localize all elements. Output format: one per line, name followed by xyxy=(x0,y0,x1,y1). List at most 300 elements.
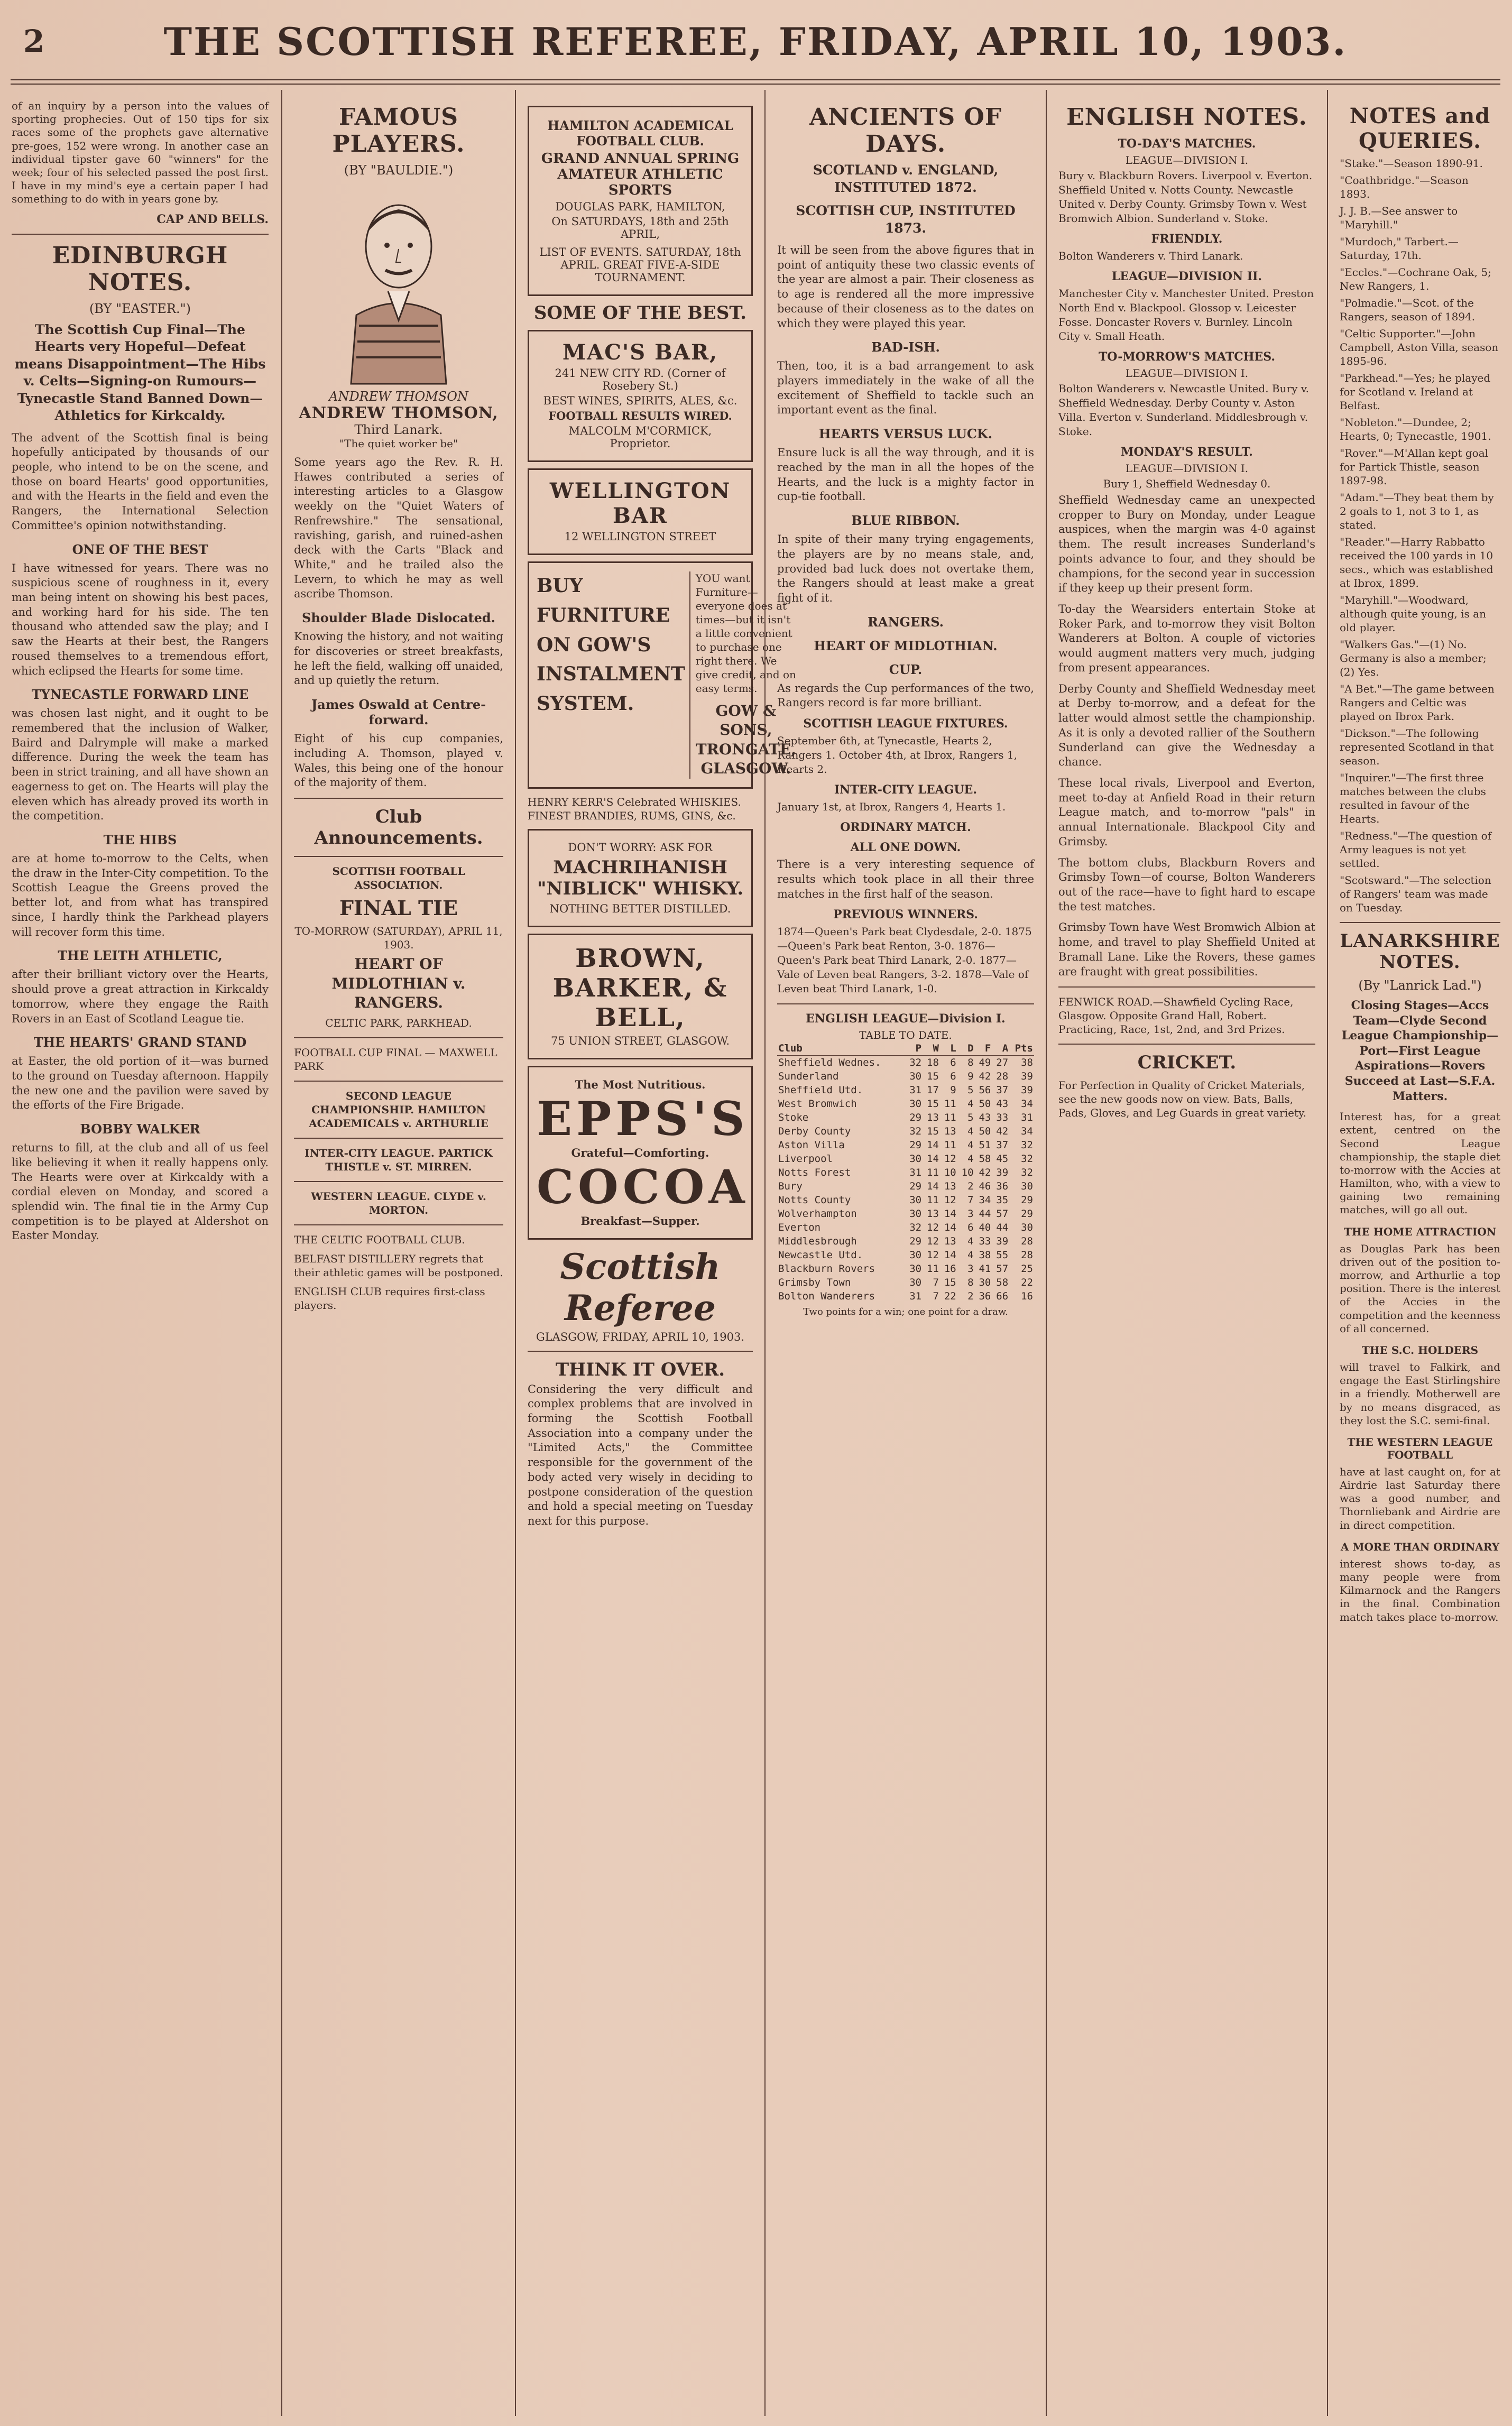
table-cell: 33 xyxy=(996,1112,1009,1124)
sfa-teams: HEART OF MIDLOTHIAN v. RANGERS. xyxy=(331,955,466,1012)
table-cell: 14 xyxy=(944,1208,956,1220)
famous-players-byline: (BY "BAULDIE.") xyxy=(344,163,454,178)
gow-left-text: BUY FURNITURE ON GOW'S INSTALMENT SYSTEM. xyxy=(537,571,690,779)
table-row xyxy=(777,1234,1034,1248)
ancients-section-2: HEARTS VERSUS LUCK. xyxy=(818,426,993,442)
table-cell: 30 xyxy=(909,1208,922,1220)
ancients-section-5: HEART OF MIDLOTHIAN. xyxy=(814,638,998,653)
list-item: "Coathbridge."—Season 1893. xyxy=(1340,174,1469,200)
table-cell: 37 xyxy=(996,1139,1009,1151)
announcement-4: INTER-CITY LEAGUE. PARTICK THISTLE v. ST. MIRREN. xyxy=(305,1146,493,1173)
table-row xyxy=(777,1221,1034,1234)
table-cell: Grimsby Town xyxy=(778,1277,851,1289)
hamilton-list: LIST OF EVENTS. SATURDAY, 18th APRIL. GREAT FIVE-A-SIDE TOURNAMENT. xyxy=(539,246,741,284)
sfa-event: FINAL TIE xyxy=(339,896,458,920)
table-row xyxy=(777,1179,1034,1193)
edinburgh-subhead: The Scottish Cup Final—The Hearts very Hopeful—Defeat means Disappointment—The Hibs v. Celts—Signing-on Rumours—Tynecastle Stand Banned Down—Athletics for Kirkcaldy. xyxy=(14,321,266,423)
table-cell: 22 xyxy=(1021,1277,1033,1289)
table-cell: 8 xyxy=(967,1057,974,1069)
table-cell: 14 xyxy=(944,1222,956,1234)
table-cell: 37 xyxy=(996,1084,1009,1096)
previous-winners-heading: PREVIOUS WINNERS. xyxy=(833,908,978,922)
edinburgh-byline: (BY "EASTER.") xyxy=(89,301,191,316)
table-cell: 39 xyxy=(996,1235,1009,1248)
table-cell: 32 xyxy=(1021,1153,1033,1165)
sfa-title: SCOTTISH FOOTBALL ASSOCIATION. xyxy=(332,864,465,891)
friendly-match: Bolton Wanderers v. Third Lanark. xyxy=(1058,250,1243,262)
english-para-5: The bottom clubs, Blackburn Rovers and Grimsby Town—of course, Bolton Wanderers out of the race—have to fight hard to escape the test matches. xyxy=(1058,856,1315,913)
table-row xyxy=(777,1083,1034,1097)
list-item: "Rover."—M'Allan kept goal for Partick Thistle, season 1897-98. xyxy=(1340,447,1489,487)
list-item: "Reader."—Harry Rabbatto received the 100 yards in 10 secs., which was established at Ibrox, 1899. xyxy=(1340,536,1493,589)
bbb-title: BROWN, BARKER, & BELL, xyxy=(552,943,728,1032)
table-cell: 30 xyxy=(909,1098,922,1110)
table-cell: 15 xyxy=(927,1071,939,1083)
club-announcements-heading: Club Announcements. xyxy=(314,806,483,848)
table-cell: 32 xyxy=(909,1222,922,1234)
lanarkshire-subhead: Closing Stages—Accs Team—Clyde Second League Championship—Port—First League Aspirations—Rovers Succeed at Last—S.F.A. Matters. xyxy=(1341,999,1499,1103)
all-one-down-heading: ALL ONE DOWN. xyxy=(850,841,961,855)
table-cell: 4 xyxy=(967,1153,974,1165)
hamilton-event: GRAND ANNUAL SPRING AMATEUR ATHLETIC SPORTS xyxy=(541,151,740,198)
list-item: "Murdoch," Tarbert.—Saturday, 17th. xyxy=(1340,235,1459,262)
ancients-para-1: It will be seen from the above figures that in point of antiquity these two classic events of the year are almost a pair. Their closeness as to age is rendered all the more impressive because of their closeness as to the dates on which they were played this year. xyxy=(777,244,1034,330)
lanarkshire-section-2: THE S.C. HOLDERS xyxy=(1361,1343,1479,1357)
kerr-whisky-ad: HENRY KERR'S Celebrated WHISKIES. FINEST BRANDIES, RUMS, GINS, &c. xyxy=(528,795,741,822)
table-row xyxy=(777,1069,1034,1083)
cricket-ad: For Perfection in Quality of Cricket Materials, see the new goods now on view. Bats, Balls, Pads, Gloves, and Leg Guards in great variety. xyxy=(1058,1079,1307,1120)
divider xyxy=(1340,922,1500,923)
league-table xyxy=(777,1041,1034,1303)
league-table-note: Two points for a win; one point for a draw. xyxy=(803,1306,1008,1318)
table-cell: 14 xyxy=(927,1180,939,1193)
ancients-sub-2: SCOTTISH CUP, INSTITUTED 1873. xyxy=(796,203,1016,236)
table-cell: 42 xyxy=(996,1126,1009,1138)
table-cell: 50 xyxy=(979,1098,991,1110)
lanarkshire-para-4: have at last caught on, for at Airdrie last Saturday there was a good number, and Thornliebank and Airdrie are in direct competition. xyxy=(1340,1465,1500,1532)
mondays-result-sub: LEAGUE—DIVISION I. xyxy=(1125,462,1249,475)
table-cell: 3 xyxy=(967,1263,974,1275)
table-cell: 18 xyxy=(927,1057,939,1069)
divider xyxy=(294,1224,503,1225)
divider xyxy=(294,798,503,799)
list-item: "Celtic Supporter."—John Campbell, Aston Villa, season 1895-96. xyxy=(1340,327,1499,367)
league-fixtures-heading: SCOTTISH LEAGUE FIXTURES. xyxy=(803,717,1008,731)
table-row xyxy=(777,1056,1034,1070)
column-2 xyxy=(281,90,515,2416)
table-cell: 12 xyxy=(944,1153,956,1165)
hamilton-club: HAMILTON ACADEMICAL FOOTBALL CLUB. xyxy=(547,118,733,149)
table-cell: 12 xyxy=(944,1194,956,1206)
mondays-result-heading: MONDAY'S RESULT. xyxy=(1121,445,1253,459)
table-cell: 32 xyxy=(909,1126,922,1138)
player-portrait xyxy=(319,183,478,384)
table-cell: 30 xyxy=(909,1277,922,1289)
edinburgh-section-5: THE HEARTS' GRAND STAND xyxy=(33,1035,247,1050)
table-cell: 29 xyxy=(1021,1194,1033,1206)
table-cell: Aston Villa xyxy=(778,1139,845,1151)
list-item: "Walkers Gas."—(1) No. Germany is also a member; (2) Yes. xyxy=(1340,638,1487,678)
player-club: Third Lanark. xyxy=(354,422,443,437)
table-cell: 11 xyxy=(927,1167,939,1179)
table-cell: 35 xyxy=(996,1194,1009,1206)
ancients-heading: ANCIENTS OF DAYS. xyxy=(809,104,1002,158)
hamilton-sports-ad xyxy=(528,106,753,296)
portrait-signature: ANDREW THOMSON xyxy=(329,389,468,404)
intro-text: of an inquiry by a person into the values of sporting prophecies. Out of 150 tips for six races some of the prophets gave alternative pre-goes, 152 were wrong. In another case an individual tipster gave 60 "winners" for the week; four of his selected passed the post first. I have in my mind's eye a certain paper I had something to do with in years gone by. xyxy=(12,99,269,206)
table-cell: 16 xyxy=(1021,1290,1033,1303)
edinburgh-para-4: are at home to-morrow to the Celts, when the draw in the Inter-City competition. To the Scottish League the Greens proved the better lot, and from what has transpired since, I hardly think the Parkhead players will recover form this time. xyxy=(12,852,269,938)
table-cell: Middlesbrough xyxy=(778,1235,857,1248)
player-section-2: James Oswald at Centre-forward. xyxy=(311,697,486,728)
table-cell: 6 xyxy=(950,1057,956,1069)
divider xyxy=(528,1351,753,1352)
divider xyxy=(1058,1044,1315,1045)
ancients-section-4: RANGERS. xyxy=(867,614,944,630)
list-item: "Stake."—Season 1890-91. xyxy=(1340,157,1483,170)
player-section-1: Shoulder Blade Dislocated. xyxy=(302,610,495,626)
edinburgh-section-6: BOBBY WALKER xyxy=(80,1121,200,1137)
ancients-para-5: As regards the Cup performances of the two, Rangers record is far more brilliant. xyxy=(777,681,1034,709)
lanarkshire-heading: LANARKSHIRE NOTES. xyxy=(1340,930,1500,973)
english-para-2: To-day the Wearsiders entertain Stoke at Roker Park, and to-morrow they visit Bolton Wanderers at Bolton. A couple of victories would augment matters very much, judging from present appearances. xyxy=(1058,603,1315,674)
english-para-6: Grimsby Town have West Bromwich Albion at home, and travel to play Sheffield United at Bramall Lane. Like the Rovers, these games are fraught with great possibilities. xyxy=(1058,921,1315,978)
edinburgh-para-5: after their brilliant victory over the Hearts, should prove a great attraction in Kirkcaldy tomorrow, where they engage the Raith Rovers in an East of Scotland League tie. xyxy=(12,968,269,1025)
table-cell: 57 xyxy=(996,1263,1009,1275)
table-cell: West Bromwich xyxy=(778,1098,857,1110)
table-cell: 11 xyxy=(927,1194,939,1206)
list-item: J. J. B.—See answer to "Maryhill." xyxy=(1340,205,1458,231)
table-cell: 31 xyxy=(909,1084,922,1096)
table-row xyxy=(777,1124,1034,1138)
table-cell: Sheffield Wednes. xyxy=(778,1057,881,1069)
sfa-venue: CELTIC PARK, PARKHEAD. xyxy=(325,1016,472,1029)
newspaper-title: THE SCOTTISH REFEREE, FRIDAY, APRIL 10, 1903. xyxy=(163,19,1348,64)
divider xyxy=(294,1081,503,1082)
announcement-6: THE CELTIC FOOTBALL CLUB. xyxy=(294,1233,465,1246)
table-cell: 66 xyxy=(996,1290,1009,1303)
table-cell: 34 xyxy=(979,1194,991,1206)
macs-bar-line-1: BEST WINES, SPIRITS, ALES, &c. xyxy=(543,394,737,407)
player-motto: "The quiet worker be" xyxy=(339,437,458,450)
edinburgh-section-1: ONE OF THE BEST xyxy=(72,541,208,557)
table-cell: Notts County xyxy=(778,1194,851,1206)
table-cell: 34 xyxy=(1021,1098,1033,1110)
table-cell: 50 xyxy=(979,1126,991,1138)
table-cell: 14 xyxy=(927,1139,939,1151)
table-cell: 36 xyxy=(996,1180,1009,1193)
table-cell: 42 xyxy=(979,1167,991,1179)
player-para-2: Knowing the history, and not waiting for discoveries or street breakfasts, he left the field, walking off unaided, and up quietly the return. xyxy=(294,630,503,687)
masthead xyxy=(0,0,1511,85)
league-table-title: ENGLISH LEAGUE—Division I. xyxy=(806,1012,1006,1026)
wellington-address: 12 WELLINGTON STREET xyxy=(564,530,716,543)
page-number: 2 xyxy=(23,23,45,59)
league-header-cell: Pts xyxy=(1009,1041,1034,1056)
table-cell: 29 xyxy=(909,1235,922,1248)
divider xyxy=(294,856,503,857)
table-row xyxy=(777,1248,1034,1262)
edinburgh-para-7: returns to fill, at the club and all of us feel like believing it when it really happens only. The Hearts were over at Kirkcaldy with a cordial eleven on Monday, and scored a splendid win. The final tie in the Army Cup competition is to be played at Aldershot on Easter Monday. xyxy=(12,1141,269,1242)
table-cell: 17 xyxy=(927,1084,939,1096)
table-cell: 33 xyxy=(979,1235,991,1248)
hamilton-place: DOUGLAS PARK, HAMILTON, xyxy=(555,200,725,213)
table-cell: 39 xyxy=(1021,1071,1033,1083)
portrait-illustration xyxy=(319,183,478,384)
table-cell: 30 xyxy=(909,1194,922,1206)
league-table-header xyxy=(777,1041,1034,1056)
lanarkshire-para-2: as Douglas Park has been driven out of the position to-morrow, and Arthurlie a top position. There is the interest of the Accies in the competition and the keenness of all concerned. xyxy=(1340,1242,1500,1335)
table-cell: 13 xyxy=(927,1208,939,1220)
table-cell: 43 xyxy=(979,1112,991,1124)
ancients-section-3: BLUE RIBBON. xyxy=(851,513,960,529)
league-table-body xyxy=(777,1056,1034,1304)
table-cell: 39 xyxy=(996,1167,1009,1179)
notes-queries-heading: NOTES and QUERIES. xyxy=(1349,104,1491,153)
scottish-referee-logo: Scottish Referee xyxy=(560,1246,721,1329)
divider xyxy=(1058,986,1315,988)
league-header-cell: L xyxy=(940,1041,957,1056)
think-it-over-para: Considering the very difficult and complex problems that are involved in forming the Scottish Football Association into a company under the "Limited Acts," the Committee responsible for the government of the body acted very wisely in deciding to postpone consideration of the question and hold a special meeting on Tuesday next for this purpose. xyxy=(528,1382,753,1528)
table-cell: 13 xyxy=(944,1180,956,1193)
table-cell: 43 xyxy=(996,1098,1009,1110)
table-cell: 22 xyxy=(944,1290,956,1303)
table-cell: 32 xyxy=(909,1057,922,1069)
table-row xyxy=(777,1097,1034,1111)
ancients-section-6: CUP. xyxy=(889,661,923,677)
lanarkshire-para-1: Interest has, for a great extent, centred on the Second League championship, the staple diet to-morrow with the Accies at Hamilton, who, with a view to gaining two remaining matches, will go all out. xyxy=(1340,1110,1500,1216)
table-cell: Derby County xyxy=(778,1126,851,1138)
wellington-bar-ad xyxy=(528,468,753,555)
epps-top: The Most Nutritious. xyxy=(575,1077,706,1091)
table-cell: 11 xyxy=(944,1112,956,1124)
list-item: "Inquirer."—The first three matches between the clubs resulted in favour of the Hearts. xyxy=(1340,771,1486,825)
league-table-subtitle: TABLE TO DATE. xyxy=(859,1029,952,1042)
sfa-final-announcement xyxy=(294,864,503,1030)
table-cell: 4 xyxy=(967,1139,974,1151)
masthead-rule xyxy=(11,79,1500,85)
gow-right-text: YOU want Furniture—everyone does at times—but it isn't a little convenient to purchase one right there. We give credit, and on easy terms. xyxy=(695,572,796,695)
some-of-the-best-heading: SOME OF THE BEST. xyxy=(533,302,747,324)
lanarkshire-section-1: THE HOME ATTRACTION xyxy=(1343,1225,1497,1238)
table-cell: 58 xyxy=(979,1153,991,1165)
table-cell: 32 xyxy=(1021,1139,1033,1151)
list-item: "Adam."—They beat them by 2 goals to 1, not 3 to 1, as stated. xyxy=(1340,491,1494,531)
list-item: "Polmadie."—Scot. of the Rangers, season of 1894. xyxy=(1340,297,1476,323)
table-cell: Newcastle Utd. xyxy=(778,1249,863,1261)
table-cell: 28 xyxy=(1021,1235,1033,1248)
english-para-1: Sheffield Wednesday came an unexpected cropper to Bury on Monday, under League auspices, when the margin was 4-0 against them. The result increases Sunderland's points advance to four, and they should be champions, for the second year in succession if they keep up their present form. xyxy=(1058,494,1315,595)
divider xyxy=(294,1037,503,1038)
table-cell: 7 xyxy=(967,1194,974,1206)
think-it-over-heading: THINK IT OVER. xyxy=(555,1359,725,1380)
list-item: "Eccles."—Cochrane Oak, 5; New Rangers, 1. xyxy=(1340,266,1491,292)
league-header-cell: P xyxy=(905,1041,923,1056)
table-cell: 8 xyxy=(967,1277,974,1289)
table-cell: 4 xyxy=(967,1098,974,1110)
table-cell: Notts Forest xyxy=(778,1167,851,1179)
intercity-heading: INTER-CITY LEAGUE. xyxy=(834,783,978,797)
table-cell: 12 xyxy=(927,1222,939,1234)
lanarkshire-para-3: will travel to Falkirk, and engage the East Stirlingshire in a friendly. Motherwell are by no means disgraced, as they lost the S.C. semi-final. xyxy=(1340,1360,1500,1427)
previous-winners: 1874—Queen's Park beat Clydesdale, 2-0. 1875—Queen's Park beat Renton, 3-0. 1876—Queen's Park beat Third Lanark, 2-0. 1877—Vale of Leven beat Rangers, 3-2. 1878—Vale of Leven beat Third Lanark, 1-0. xyxy=(777,925,1032,995)
table-cell: 38 xyxy=(1021,1057,1033,1069)
tomorrows-matches-heading: TO-MORROW'S MATCHES. xyxy=(1098,350,1276,364)
gow-firm: GOW & SONS, TRONGATE, GLASGOW. xyxy=(695,702,796,778)
table-cell: 10 xyxy=(944,1167,956,1179)
table-cell: 32 xyxy=(1021,1167,1033,1179)
table-cell: 58 xyxy=(996,1277,1009,1289)
table-cell: 38 xyxy=(979,1249,991,1261)
table-cell: 15 xyxy=(927,1126,939,1138)
macs-bar-ad xyxy=(528,330,753,462)
player-para-1: Some years ago the Rev. R. H. Hawes contributed a series of interesting articles to a Glasgow weekly on the "Quiet Waters of Renfrewshire." The sensational, ravishing, garish, and ruined-ashen deck with the Carts "Black and White," and he trailed also the Levern, to which he may as well ascribe Thomson. xyxy=(294,456,503,601)
table-cell: 13 xyxy=(927,1112,939,1124)
ancients-para-2: Then, too, it is a bad arrangement to ask players immediately in the wake of all the excitement of Sheffield to tackle such an important event as the final. xyxy=(777,359,1034,417)
table-cell: 31 xyxy=(909,1167,922,1179)
column-4 xyxy=(764,90,1046,2416)
table-cell: 13 xyxy=(944,1235,956,1248)
ancients-para-6: There is a very interesting sequence of results which took place in all their three matches in the first half of the season. xyxy=(777,858,1034,900)
announcement-5: WESTERN LEAGUE. CLYDE v. MORTON. xyxy=(311,1189,486,1216)
edinburgh-para-1: The advent of the Scottish final is being hopefully anticipated by thousands of our people, who intend to be on the scene, and those on board Hearts' good opportunities, and with the Hearts in the field and even the Rangers, the International Selection Committee's opinion notwithstanding. xyxy=(12,431,269,532)
table-row xyxy=(777,1262,1034,1276)
table-cell: 29 xyxy=(909,1112,922,1124)
table-cell: 31 xyxy=(1021,1112,1033,1124)
table-cell: 13 xyxy=(944,1126,956,1138)
bbb-address: 75 UNION STREET, GLASGOW. xyxy=(550,1034,730,1047)
macs-bar-address: 241 NEW CITY RD. (Corner of Rosebery St.) xyxy=(555,367,726,392)
table-cell: 30 xyxy=(1021,1180,1033,1193)
table-cell: 11 xyxy=(944,1139,956,1151)
table-cell: 39 xyxy=(1021,1084,1033,1096)
table-cell: 30 xyxy=(979,1277,991,1289)
column-5 xyxy=(1046,90,1327,2416)
table-cell: 6 xyxy=(967,1222,974,1234)
table-cell: 4 xyxy=(967,1235,974,1248)
table-cell: 2 xyxy=(967,1290,974,1303)
intercity-fixture: January 1st, at Ibrox, Rangers 4, Hearts 1. xyxy=(777,800,1006,814)
table-row xyxy=(777,1207,1034,1221)
niblick-brand: MACHRIHANISH "NIBLICK" WHISKY. xyxy=(537,856,744,899)
table-cell: Stoke xyxy=(778,1112,809,1124)
table-cell: Liverpool xyxy=(778,1153,833,1165)
cricket-heading: CRICKET. xyxy=(1137,1052,1237,1074)
english-para-3: Derby County and Sheffield Wednesday meet at Derby to-morrow, and a defeat for the latter would almost settle the championship. As it is only a devoted rallier of the Southern Sunderland can give the Wednesday a chance. xyxy=(1058,682,1315,769)
table-cell: Bolton Wanderers xyxy=(778,1290,875,1303)
table-cell: 34 xyxy=(1021,1126,1033,1138)
table-cell: Wolverhampton xyxy=(778,1208,857,1220)
table-cell: 11 xyxy=(927,1263,939,1275)
table-cell: 30 xyxy=(1021,1222,1033,1234)
player-para-3: Eight of his cup companies, including A. Thomson, played v. Wales, this being one of the honour of the majority of them. xyxy=(294,732,503,789)
divider xyxy=(777,1003,1034,1004)
table-cell: 11 xyxy=(944,1098,956,1110)
epps-product: COCOA xyxy=(537,1159,749,1214)
announcement-8: ENGLISH CLUB requires first-class players. xyxy=(294,1285,485,1312)
table-row xyxy=(777,1111,1034,1124)
table-cell: 49 xyxy=(979,1057,991,1069)
table-cell: 9 xyxy=(967,1071,974,1083)
hamilton-date: On SATURDAYS, 18th and 25th APRIL, xyxy=(551,215,729,241)
table-cell: 9 xyxy=(950,1084,956,1096)
epps-name: EPPS'S xyxy=(537,1091,749,1146)
tomorrows-matches-sub: LEAGUE—DIVISION I. xyxy=(1125,367,1249,380)
table-cell: 6 xyxy=(950,1071,956,1083)
table-cell: 14 xyxy=(927,1153,939,1165)
lanarkshire-section-4: A MORE THAN ORDINARY xyxy=(1340,1540,1500,1553)
league-header-cell: D xyxy=(957,1041,975,1056)
column-6 xyxy=(1327,90,1512,2416)
table-cell: 12 xyxy=(927,1249,939,1261)
table-cell: 55 xyxy=(996,1249,1009,1261)
announcement-3: SECOND LEAGUE CHAMPIONSHIP. HAMILTON ACADEMICALS v. ARTHURLIE xyxy=(309,1089,488,1130)
gow-furniture-ad xyxy=(528,561,796,789)
niblick-whisky-ad xyxy=(528,829,753,927)
league-header-cell: F xyxy=(975,1041,992,1056)
divider xyxy=(294,1181,503,1182)
cycle-race-ad: FENWICK ROAD.—Shawfield Cycling Race, Glasgow. Opposite Grand Hall, Robert. Practicing, Race, 1st, 2nd, and 3rd Prizes. xyxy=(1058,995,1294,1036)
table-row xyxy=(777,1138,1034,1152)
table-cell: 15 xyxy=(944,1277,956,1289)
table-cell: 10 xyxy=(961,1167,974,1179)
table-cell: 44 xyxy=(979,1208,991,1220)
lanarkshire-para-5: interest shows to-day, as many people were from Kilmarnock and the Rangers in the final. Combination match takes place to-morrow. xyxy=(1340,1557,1500,1624)
announcement-2: FOOTBALL CUP FINAL — MAXWELL PARK xyxy=(294,1046,497,1073)
list-item: "Scotsward."—The selection of Rangers' team was made on Tuesday. xyxy=(1340,874,1491,914)
table-cell: Bury xyxy=(778,1180,803,1193)
list-item: "Redness."—The question of Army leagues is not yet settled. xyxy=(1340,829,1492,870)
list-item: "Maryhill."—Woodward, although quite young, is an old player. xyxy=(1340,594,1486,634)
table-cell: 46 xyxy=(979,1180,991,1193)
edinburgh-section-2: TYNECASTLE FORWARD LINE xyxy=(31,687,249,703)
macs-bar-owner: MALCOLM M'CORMICK, Proprietor. xyxy=(568,425,712,450)
table-cell: 42 xyxy=(979,1071,991,1083)
league-header-cell: W xyxy=(923,1041,940,1056)
table-cell: 2 xyxy=(967,1180,974,1193)
ancients-para-3: Ensure luck is all the way through, and it is reached by the man in all the hopes of the Hearts, and the luck is a mighty factor in cup-tie football. xyxy=(777,446,1034,503)
ancients-sub-1: SCOTLAND v. ENGLAND, INSTITUTED 1872. xyxy=(813,162,999,195)
table-cell: 16 xyxy=(944,1263,956,1275)
table-row xyxy=(777,1276,1034,1289)
edinburgh-para-3: was chosen last night, and it ought to be remembered that the inclusion of Walker, Baird and Dalrymple will make a marked difference. During the week the team has been in strict training, and all have shown an eagerness to get on. The Hearts will play the eleven which has already proved its worth in the competition. xyxy=(12,707,269,823)
list-item: "Parkhead."—Yes; he played for Scotland v. Ireland at Belfast. xyxy=(1340,372,1491,412)
table-cell: 44 xyxy=(996,1222,1009,1234)
table-cell: 7 xyxy=(933,1290,939,1303)
table-cell: 27 xyxy=(996,1057,1009,1069)
epps-bottom: Breakfast—Supper. xyxy=(580,1214,700,1228)
table-cell: 3 xyxy=(967,1208,974,1220)
niblick-tag: NOTHING BETTER DISTILLED. xyxy=(549,902,731,915)
table-cell: 29 xyxy=(909,1139,922,1151)
list-item: "Nobleton."—Dundee, 2; Hearts, 0; Tynecastle, 1901. xyxy=(1340,416,1491,442)
table-row xyxy=(777,1152,1034,1166)
notes-queries-list xyxy=(1340,156,1500,915)
table-row xyxy=(777,1193,1034,1207)
player-name: ANDREW THOMSON, xyxy=(299,404,499,422)
macs-bar-line-2: FOOTBALL RESULTS WIRED. xyxy=(548,409,732,422)
table-cell: 41 xyxy=(979,1263,991,1275)
english-notes-heading: ENGLISH NOTES. xyxy=(1066,104,1307,131)
table-cell: 31 xyxy=(909,1290,922,1303)
edinburgh-para-6: at Easter, the old portion of it—was burned to the ground on Tuesday afternoon. Happily the new one and the pavilion were saved by the efforts of the Fire Brigade. xyxy=(12,1055,269,1112)
brown-barker-bell-ad xyxy=(528,934,753,1059)
table-cell: 4 xyxy=(967,1249,974,1261)
edinburgh-section-3: THE HIBS xyxy=(103,832,177,848)
lanarkshire-byline: (By "Lanrick Lad.") xyxy=(1358,978,1482,993)
famous-players-heading: FAMOUS PLAYERS. xyxy=(332,104,465,158)
table-cell: 15 xyxy=(927,1098,939,1110)
